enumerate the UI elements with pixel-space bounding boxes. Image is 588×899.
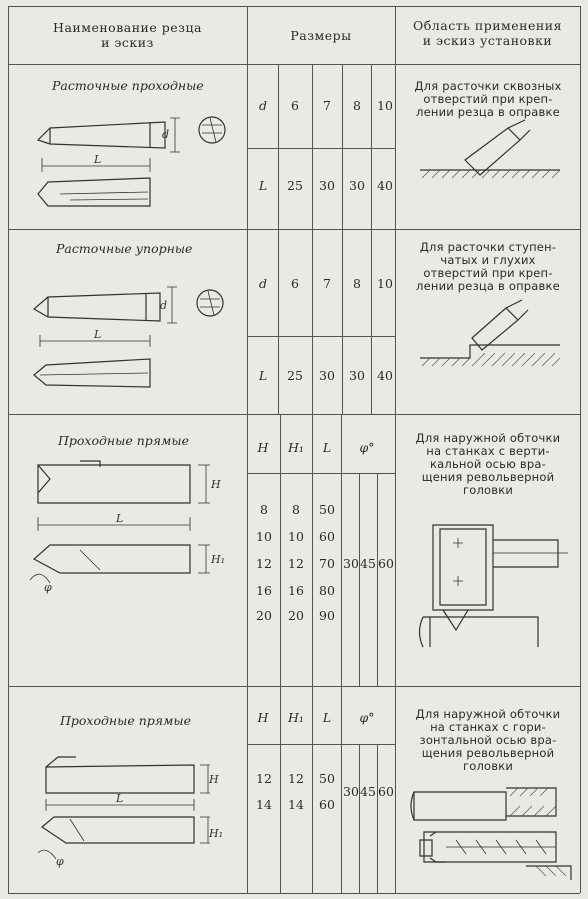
- dimension-value: 50: [319, 771, 335, 786]
- column-header: φ°: [359, 710, 375, 725]
- vertical-turret-setup-sketch: [408, 515, 576, 665]
- svg-text:H: H: [211, 478, 221, 491]
- angle-value: 60: [378, 556, 394, 571]
- dimension-value: 6: [291, 98, 299, 113]
- row-divider: [247, 336, 395, 337]
- dimension-value: 30: [349, 368, 365, 383]
- dimension-value: 10: [377, 98, 393, 113]
- size-column-line: [342, 229, 343, 414]
- dimension-value: 7: [323, 98, 331, 113]
- dimension-value: 50: [319, 502, 335, 517]
- size-column-line: [377, 744, 378, 893]
- dimension-value: 10: [377, 276, 393, 291]
- size-column-line: [342, 64, 343, 229]
- dimension-value: 10: [288, 529, 304, 544]
- column-divider: [395, 6, 396, 893]
- column-header: H₁: [288, 440, 304, 455]
- dimension-value: 60: [319, 797, 335, 812]
- section-title: Расточные упорные: [56, 241, 193, 256]
- size-column-line: [359, 744, 360, 893]
- header-application: Область применения и эскиз установки: [413, 18, 562, 48]
- size-column-line: [371, 64, 372, 229]
- straight-turning-cutter-sketch-2: [24, 755, 234, 885]
- column-header: L: [322, 440, 332, 455]
- dimension-symbol: L: [258, 368, 268, 383]
- svg-text:H: H: [209, 773, 219, 786]
- dimension-value: 16: [288, 583, 304, 598]
- header-bottom-border: [8, 64, 580, 65]
- horizontal-turret-setup-sketch: [406, 780, 578, 890]
- dimension-value: 60: [319, 529, 335, 544]
- section-title: Проходные прямые: [58, 433, 189, 448]
- dimension-value: 25: [287, 368, 303, 383]
- boring-stop-cutter-sketch: [20, 275, 235, 395]
- section-divider: [8, 686, 580, 687]
- dimension-value: 14: [256, 797, 272, 812]
- dimension-value: 20: [256, 608, 272, 623]
- size-column-line: [278, 229, 279, 414]
- column-header: L: [322, 710, 332, 725]
- dimension-value: 14: [288, 797, 304, 812]
- section-divider: [8, 229, 580, 230]
- svg-text:d: d: [162, 128, 170, 141]
- header-name-sketch: Наименование резца и эскиз: [53, 20, 202, 50]
- svg-text:L: L: [116, 792, 124, 805]
- dimension-value: 25: [287, 178, 303, 193]
- column-header: H: [257, 440, 269, 455]
- size-column-line: [359, 473, 360, 686]
- dimension-value: 12: [256, 771, 272, 786]
- dimension-value: 30: [349, 178, 365, 193]
- svg-text:L: L: [94, 153, 102, 166]
- dimension-value: 8: [353, 276, 361, 291]
- dimension-value: 12: [288, 771, 304, 786]
- dimension-value: 80: [319, 583, 335, 598]
- angle-value: 60: [378, 784, 394, 799]
- dimension-value: 8: [292, 502, 300, 517]
- size-column-line: [312, 229, 313, 414]
- dimension-symbol: d: [258, 276, 267, 291]
- size-column-line: [278, 64, 279, 229]
- application-text: Для наружной обточки на станках с верти- кальной осью вра- щения револьверной головки: [415, 431, 561, 497]
- dimension-value: 6: [291, 276, 299, 291]
- application-text: Для расточки сквозных отверстий при креп- лении резца в оправке: [414, 79, 562, 119]
- dimension-value: 40: [377, 178, 393, 193]
- dimension-value: 30: [319, 178, 335, 193]
- straight-turning-cutter-sketch: [20, 455, 235, 595]
- size-column-line: [312, 64, 313, 229]
- svg-text:H₁: H₁: [211, 553, 226, 566]
- dimension-value: 20: [288, 608, 304, 623]
- column-header: H₁: [288, 710, 304, 725]
- boring-setup-sketch: [410, 120, 570, 215]
- svg-text:L: L: [116, 512, 124, 525]
- size-column-line: [377, 473, 378, 686]
- row-divider: [247, 744, 395, 745]
- angle-value: 45: [360, 784, 376, 799]
- dimension-value: 70: [319, 556, 335, 571]
- stop-boring-setup-sketch: [410, 300, 570, 400]
- section-title: Расточные проходные: [52, 78, 204, 93]
- column-header: φ°: [359, 440, 375, 455]
- dimension-symbol: L: [258, 178, 268, 193]
- dimension-value: 8: [260, 502, 268, 517]
- table-bottom-border: [8, 893, 580, 894]
- svg-text:H₁: H₁: [209, 827, 224, 840]
- angle-value: 45: [360, 556, 376, 571]
- table-top-border: [8, 6, 580, 7]
- row-divider: [247, 148, 395, 149]
- dimension-value: 7: [323, 276, 331, 291]
- svg-text:d: d: [160, 299, 168, 312]
- section-title: Проходные прямые: [60, 713, 191, 728]
- svg-text:φ: φ: [56, 855, 64, 868]
- table-left-border: [8, 6, 9, 893]
- dimension-value: 16: [256, 583, 272, 598]
- svg-text:L: L: [94, 328, 102, 341]
- boring-through-cutter-sketch: [20, 100, 235, 215]
- dimension-value: 12: [288, 556, 304, 571]
- column-header: H: [257, 710, 269, 725]
- dimension-value: 40: [377, 368, 393, 383]
- dimension-value: 90: [319, 608, 335, 623]
- dimension-value: 12: [256, 556, 272, 571]
- application-text: Для наружной обточки на станках с гори- зонтальной осью вра- щения револьверной головки: [415, 707, 561, 773]
- header-dimensions: Размеры: [290, 28, 352, 43]
- table-right-border: [580, 6, 581, 893]
- section-divider: [8, 414, 580, 415]
- angle-value: 30: [343, 784, 359, 799]
- dimension-value: 30: [319, 368, 335, 383]
- svg-text:φ: φ: [44, 581, 52, 594]
- application-text: Для расточки ступен- чатых и глухих отверстий при креп- лении резца в оправке: [416, 240, 560, 293]
- row-divider: [247, 473, 395, 474]
- size-column-line: [371, 229, 372, 414]
- dimension-symbol: d: [258, 98, 267, 113]
- dimension-value: 8: [353, 98, 361, 113]
- angle-value: 30: [343, 556, 359, 571]
- dimension-value: 10: [256, 529, 272, 544]
